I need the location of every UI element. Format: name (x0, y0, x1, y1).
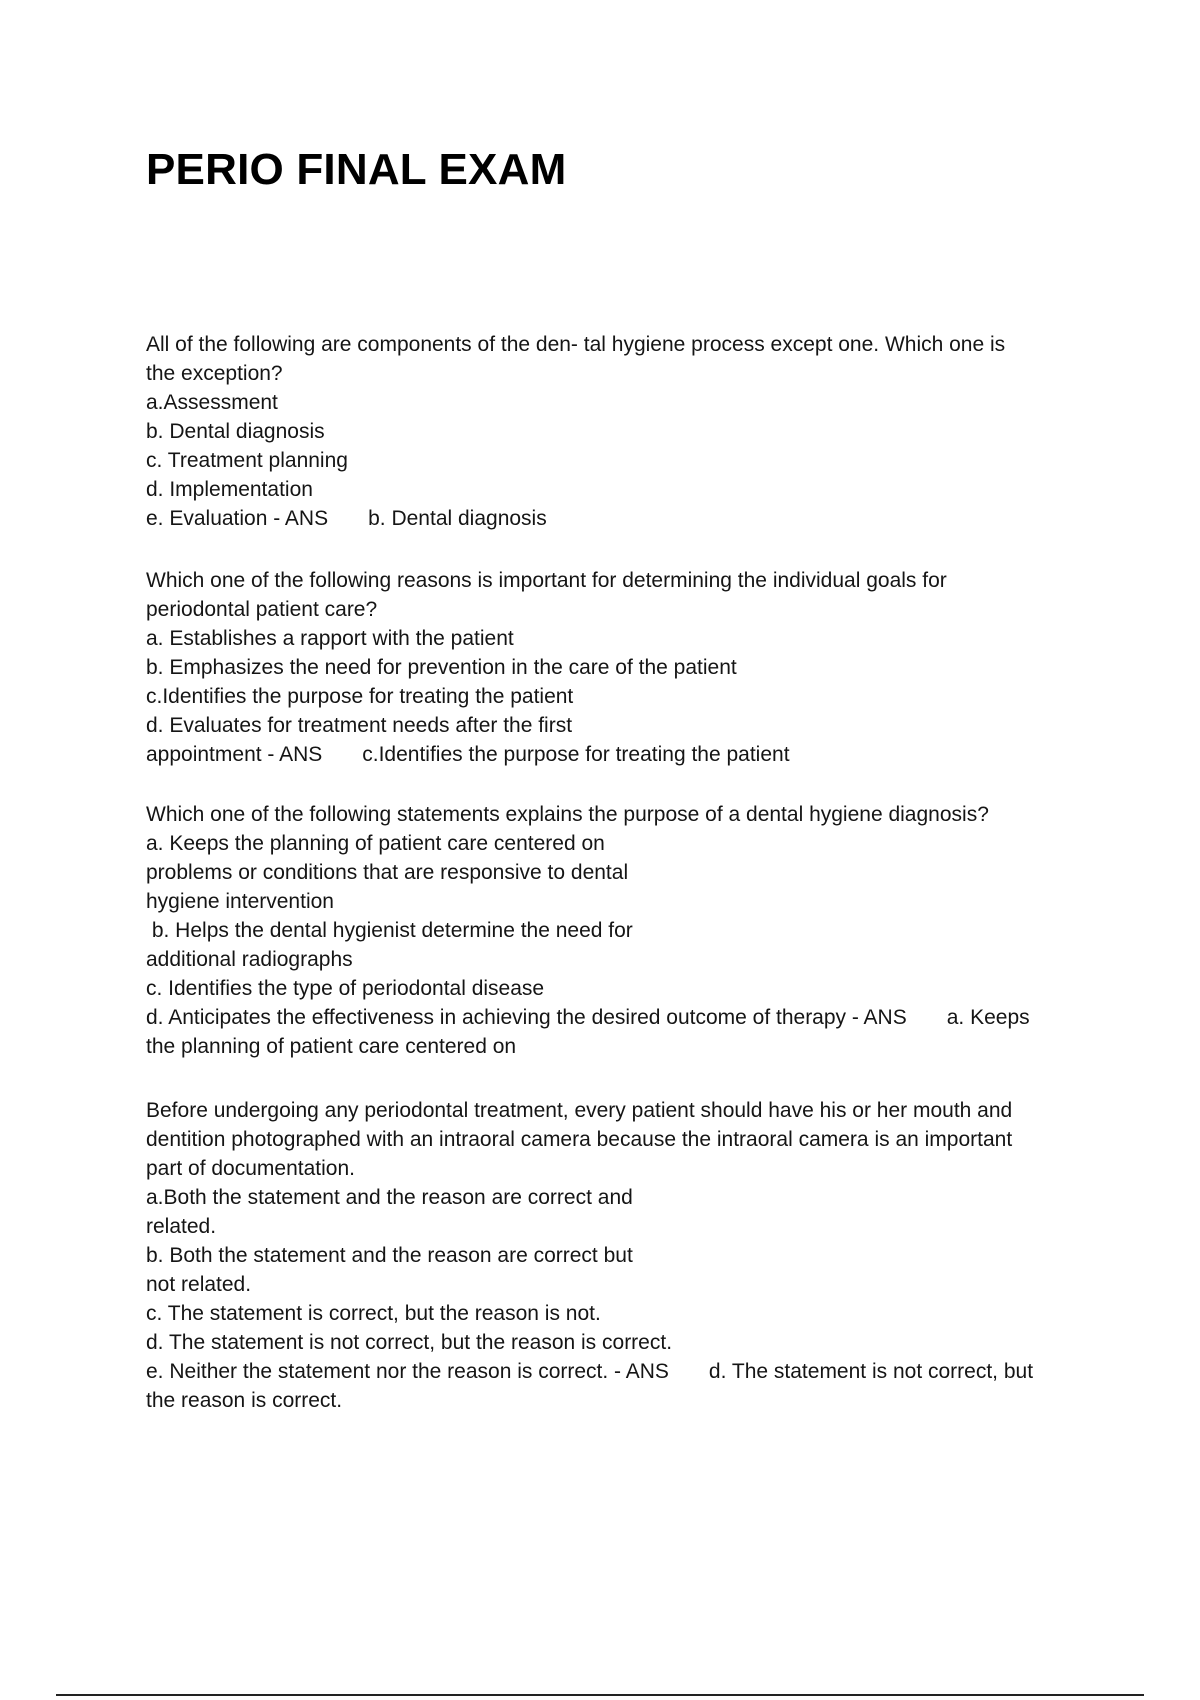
answer-option: c.Identifies the purpose for treating the patient (146, 685, 574, 708)
correct-answer-continuation: the reason is correct. (146, 1389, 343, 1412)
question-stem-line: the exception? (146, 362, 283, 385)
question-stem-line: Before undergoing any periodontal treatment, every patient should have his or her mouth and (146, 1099, 1013, 1122)
question-block-1 (146, 330, 1096, 533)
answer-option: not related. (146, 1273, 252, 1296)
final-option: d. Anticipates the effectiveness in achieving the desired outcome of therapy - ANS (146, 1006, 907, 1029)
document-title: PERIO FINAL EXAM (146, 145, 567, 194)
answer-option: a. Establishes a rapport with the patient (146, 627, 514, 650)
answer-option: b. Emphasizes the need for prevention in the care of the patient (146, 656, 737, 679)
answer-option: c. The statement is correct, but the reason is not. (146, 1302, 601, 1325)
question-stem-line: periodontal patient care? (146, 598, 378, 621)
answer-option: d. Implementation (146, 478, 313, 501)
footer-divider (56, 1694, 1144, 1696)
question-stem-line: part of documentation. (146, 1157, 355, 1180)
question-stem-line: Which one of the following reasons is important for determining the individual goals for (146, 569, 947, 592)
answer-line (146, 1003, 1096, 1032)
answer-option: a.Both the statement and the reason are correct and (146, 1186, 633, 1209)
answer-option: b. Helps the dental hygienist determine the need for (146, 919, 633, 942)
question-block-2 (146, 566, 1096, 769)
question-stem-line: All of the following are components of the den- tal hygiene process except one. Which one is (146, 333, 1006, 356)
correct-answer: c.Identifies the purpose for treating the patient (362, 743, 790, 766)
answer-line (146, 740, 1096, 769)
correct-answer: a. Keeps (946, 1006, 1030, 1029)
correct-answer: d. The statement is not correct, but (708, 1360, 1034, 1383)
answer-option: c. Identifies the type of periodontal disease (146, 977, 545, 1000)
answer-option: a. Keeps the planning of patient care centered on (146, 832, 605, 855)
answer-option: additional radiographs (146, 948, 353, 971)
answer-option: problems or conditions that are responsive to dental (146, 861, 629, 884)
answer-option: a.Assessment (146, 391, 278, 414)
final-option: appointment - ANS (146, 743, 323, 766)
correct-answer-continuation: the planning of patient care centered on (146, 1035, 517, 1058)
answer-option: b. Dental diagnosis (146, 420, 325, 443)
question-stem-line: dentition photographed with an intraoral camera because the intraoral camera is an important (146, 1128, 1013, 1151)
answer-line (146, 1357, 1096, 1386)
answer-option: related. (146, 1215, 217, 1238)
answer-line (146, 504, 1096, 533)
answer-option: d. The statement is not correct, but the reason is correct. (146, 1331, 673, 1354)
final-option: e. Neither the statement nor the reason is correct. - ANS (146, 1360, 669, 1383)
final-option: e. Evaluation - ANS (146, 507, 329, 530)
answer-option: b. Both the statement and the reason are correct but (146, 1244, 633, 1267)
answer-option: hygiene intervention (146, 890, 334, 913)
answer-option: c. Treatment planning (146, 449, 348, 472)
correct-answer: b. Dental diagnosis (368, 507, 547, 530)
answer-option: d. Evaluates for treatment needs after the first (146, 714, 573, 737)
question-block-4 (146, 1096, 1096, 1415)
question-stem-line: Which one of the following statements explains the purpose of a dental hygiene diagnosis? (146, 803, 989, 826)
question-block-3 (146, 800, 1096, 1061)
